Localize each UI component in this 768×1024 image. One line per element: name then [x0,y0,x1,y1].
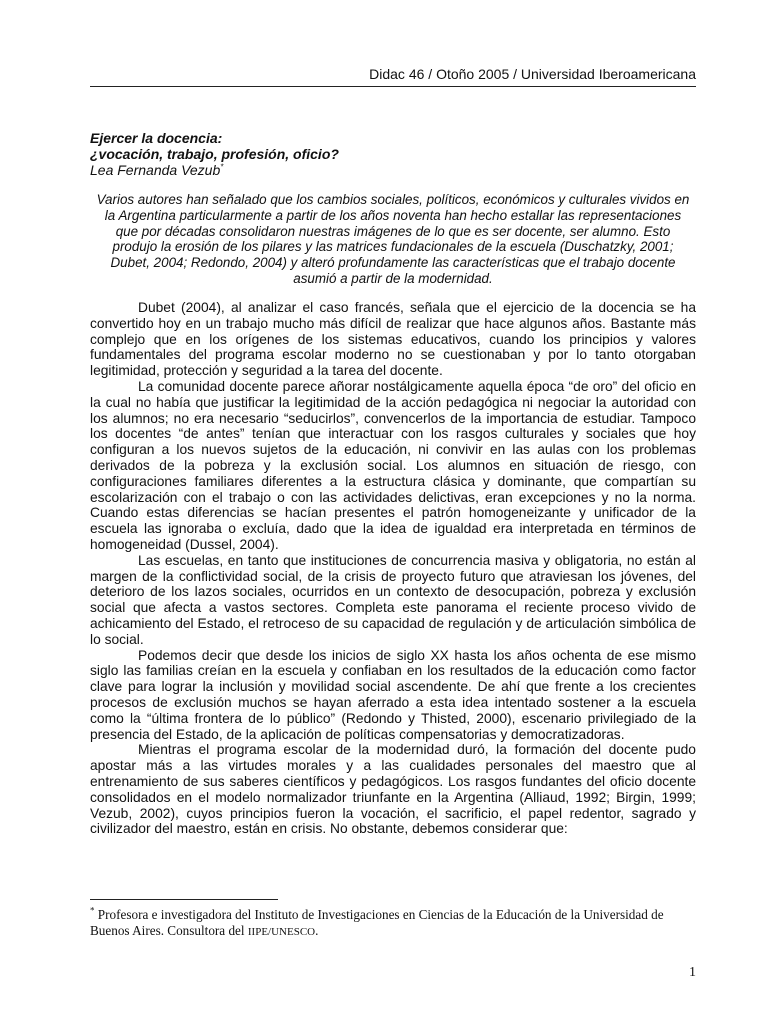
abstract: Varios autores han señalado que los cambios sociales, políticos, económicos y culturales vividos en la Argentina particularmente a partir de los años noventa han hecho estallar las representaciones que por décadas consolidaron nuestras imágenes de lo que es ser docente, ser alumno. Esto produjo la erosión de los pilares y las matrices fundacionales de la escuela (Duschatzky, 2001; Dubet, 2004; Redondo, 2004) y alteró profundamente las características que el trabajo docente asumió a partir de la modernidad. [96,192,690,286]
body-paragraph-5: Mientras el programa escolar de la modernidad duró, la formación del docente pudo apostar más a las virtudes morales y a las cualidades personales del maestro que al entrenamiento de sus saberes científicos y pedagógicos. Los rasgos fundantes del oficio docente consolidados en el modelo normalizador triunfante en la Argentina (Alliaud, 1992; Birgin, 1999; Vezub, 2002), cuyos principios fueron la vocación, el sacrificio, el papel redentor, sagrado y civilizador del maestro, están en crisis. No obstante, debemos considerar que: [90,742,696,837]
article-title-line-1: Ejercer la docencia: [90,130,223,146]
footnote-text: Profesora e investigadora del Instituto de Investigaciones en Ciencias de la Educación de la Universidad de Buenos Aires. Consultora del [90,907,664,938]
header-rule [90,86,696,87]
article-heading [90,130,696,178]
body-paragraph-3: Las escuelas, en tanto que instituciones de concurrencia masiva y obligatoria, no están al margen de la conflictividad social, de la crisis de proyecto futuro que atraviesan los jóvenes, del deterioro de los lazos sociales, ocurridos en un contexto de desocupación, pobreza y exclusión social que afecta a vastos sectores. Completa este panorama el reciente proceso vivido de achicamiento del Estado, el retroceso de su capacidad de regulación y de articulación simbólica de lo social. [90,552,696,647]
body-paragraph-4: Podemos decir que desde los inicios de siglo XX hasta los años ochenta de ese mismo siglo las familias creían en la escuela y confiaban en los resultados de la educación como factor clave para lograr la inclusión y movilidad social ascendente. De ahí que frente a los crecientes procesos de exclusión muchos se hayan aferrado a esta idea intentado sostener a la escuela como la “última frontera de lo público” (Redondo y Thisted, 2000), escenario privilegiado de la presencia del Estado, de la aplicación de políticas compensatorias y democratizadoras. [90,647,696,742]
author-footnote-mark[interactable]: * [220,162,224,172]
article-body [90,300,696,837]
author-name: Lea Fernanda Vezub [90,162,221,178]
footnote-rule [90,899,278,900]
running-header: Didac 46 / Otoño 2005 / Universidad Iberoamericana [369,66,696,82]
footnote [90,907,696,940]
body-paragraph-1: Dubet (2004), al analizar el caso francés, señala que el ejercicio de la docencia se ha convertido hoy en un trabajo mucho más difícil de realizar que hace algunos años. Bastante más complejo que en los orígenes de los sistemas educativos, cuando los principios y valores fundamentales del programa escolar moderno no se cuestionaban y por lo tanto otorgaban legitimidad, protección y seguridad a la tarea del docente. [90,300,696,379]
body-paragraph-2: La comunidad docente parece añorar nostálgicamente aquella época “de oro” del oficio en la cual no había que justificar la legitimidad de la acción pedagógica ni negociar la autoridad con los alumnos; no era necesario “seducirlos”, convencerlos de la importancia de estudiar. Tampoco los docentes “de antes” tenían que interactuar con los rasgos culturales y sociales que hoy configuran a los nuevos sujetos de la educación, ni convivir en las aulas con los problemas derivados de la pobreza y la exclusión social. Los alumnos en situación de riesgo, con configuraciones familiares diferentes a la estructura clásica y dominante, que compartían su escolarización con el trabajo o con las actividades delictivas, eran excepciones y no la norma. Cuando estas diferencias se hacían presentes el patrón homogeneizante y unificador de la escuela las ignoraba o excluía, dado que la idea de igualdad era interpretada en términos de homogeneidad (Dussel, 2004). [90,378,696,552]
footnote-organization: IIPE/UNESCO [247,926,316,938]
footnote-end: . [315,923,319,938]
article-author [90,162,696,178]
page-number: 1 [689,965,696,980]
footnote-mark: * [90,905,95,916]
article-title-line-2: ¿vocación, trabajo, profesión, oficio? [90,146,339,162]
